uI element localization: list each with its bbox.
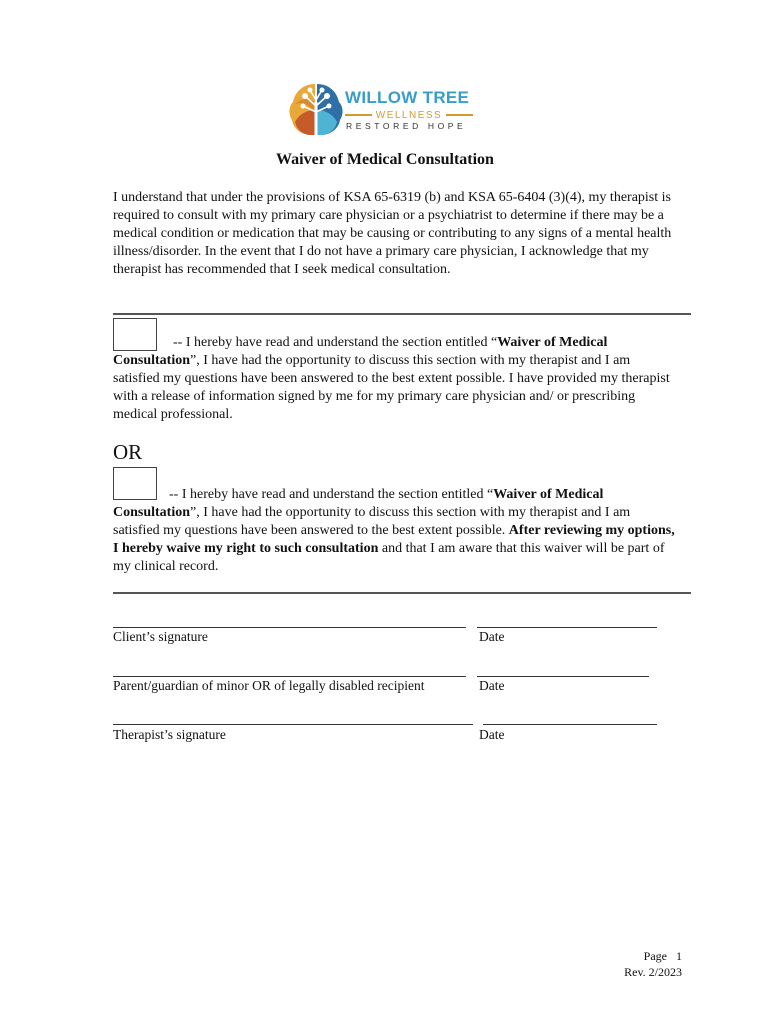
client-signature-label: Client’s signature <box>113 629 208 644</box>
section-divider <box>113 592 691 594</box>
page-footer <box>600 948 682 980</box>
option1-rest: ”, I have had the opportunity to discuss this section with my therapist and I am satisfied my questions have been answered to the best extent possible. I have provided my therapist with a release of information signed by me for my primary care physician and/ or prescribing medical professional. <box>113 353 670 422</box>
logo-name-line2-row <box>345 109 473 121</box>
page-number: Page 1 <box>643 949 682 963</box>
therapist-date-label: Date <box>479 727 505 742</box>
guardian-signature-label: Parent/guardian of minor OR of legally disabled recipient <box>113 678 425 693</box>
option2-bold: Waiver of Medical Consultation <box>113 487 604 520</box>
section-divider <box>113 313 691 315</box>
logo-divider-left <box>345 114 372 116</box>
or-label: OR <box>113 440 143 464</box>
option1-bold: Waiver of Medical Consultation <box>113 335 608 368</box>
client-date-label: Date <box>479 629 505 644</box>
therapist-signature-label: Therapist’s signature <box>113 727 226 742</box>
client-signature-line[interactable] <box>113 627 466 628</box>
document-title: Waiver of Medical Consultation <box>276 151 494 168</box>
guardian-signature-line[interactable] <box>113 676 466 677</box>
option2-bold2: After reviewing my options, I hereby waive my right to such consultation <box>113 523 675 556</box>
client-date-line[interactable] <box>477 627 657 628</box>
therapist-signature-line[interactable] <box>113 724 473 725</box>
logo-divider-right <box>446 114 473 116</box>
guardian-date-label: Date <box>479 678 505 693</box>
intro-paragraph: I understand that under the provisions of KSA 65-6319 (b) and KSA 65-6404 (3)(4), my therapist is required to consult with my primary care physician or a psychiatrist to determine if there may be a medical condition or medication that may be causing or contributing to any signs of a mental health illness/disorder. In the event that I do not have a primary care physician, I acknowledge that my therapist has recommended that I seek medical consultation. <box>113 190 672 277</box>
option2-rest: and that I am aware that this waiver will be part of my clinical record. <box>113 541 665 574</box>
revision-label: Rev. 2/2023 <box>624 965 682 979</box>
option2-lead: -- I hereby have read and understand the section entitled “ <box>169 487 494 502</box>
guardian-date-line[interactable] <box>477 676 649 677</box>
logo-tagline: RESTORED HOPE <box>346 121 467 131</box>
logo-name-line1: WILLOW TREE <box>345 88 470 107</box>
therapist-date-line[interactable] <box>483 724 657 725</box>
option1-text <box>113 334 673 424</box>
logo-name-line2: WELLNESS <box>375 109 443 121</box>
option1-lead: -- I hereby have read and understand the section entitled “ <box>173 335 498 350</box>
option2-mid: ”, I have had the opportunity to discuss this section with my therapist and I am satisfied my questions have been answered to the best extent possible. <box>113 505 631 538</box>
option2-text <box>113 486 678 576</box>
